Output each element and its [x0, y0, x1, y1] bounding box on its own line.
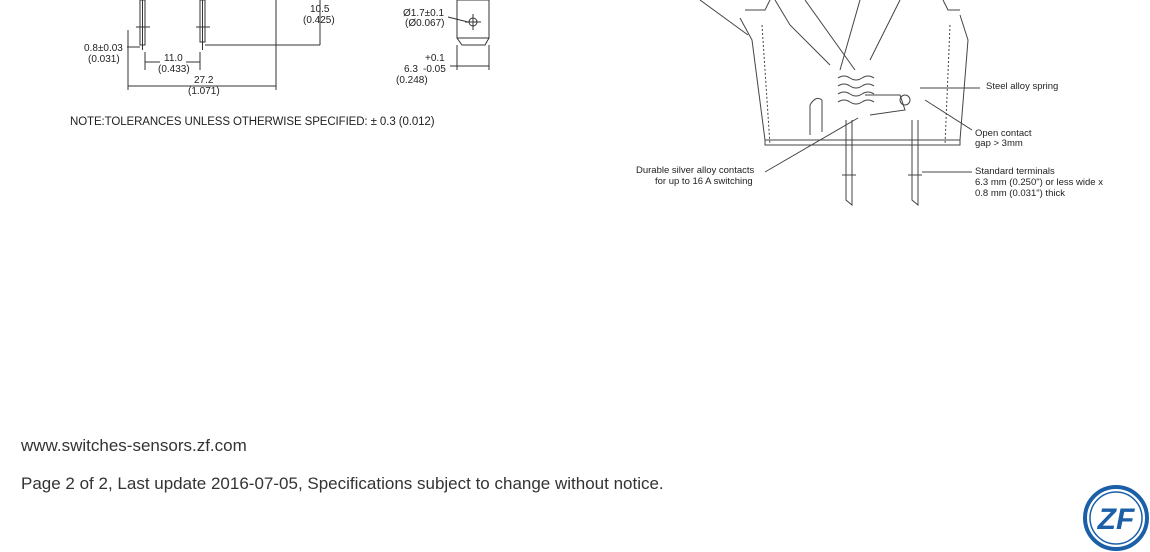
dim-dia-in: (Ø0.067) — [405, 18, 445, 29]
dim-11-0-in: (0.433) — [158, 64, 190, 75]
dim-10-5-in: (0.425) — [303, 15, 335, 26]
logo-text: ZF — [1097, 503, 1135, 536]
zf-logo — [1082, 484, 1150, 552]
dim-27-2: 27.2 — [194, 75, 214, 86]
dim-tol-plus: +0.1 — [425, 53, 445, 64]
dim-6-3: 6.3 — [404, 64, 418, 75]
website-link[interactable]: www.switches-sensors.zf.com — [21, 436, 247, 455]
dim-11-0: 11.0 — [164, 53, 183, 64]
dim-27-2-in: (1.071) — [188, 86, 220, 97]
tolerance-note: NOTE:TOLERANCES UNLESS OTHERWISE SPECIFIED: ± 0.3 (0.012) — [70, 116, 435, 128]
callout-open-contact-gap: gap > 3mm — [975, 138, 1023, 149]
dim-6-3-in: (0.248) — [396, 75, 428, 86]
dim-dia: Ø1.7±0.1 — [403, 8, 445, 19]
callout-terminals-thickness: 0.8 mm (0.031") thick — [975, 188, 1065, 199]
dim-tol-minus: -0.05 — [423, 64, 446, 75]
callout-spring: Steel alloy spring — [986, 81, 1059, 92]
dim-0-8: 0.8±0.03 — [84, 43, 123, 54]
dim-10-5: 10.5 — [310, 4, 330, 15]
page-info: Page 2 of 2, Last update 2016-07-05, Specifications subject to change without notice. — [21, 474, 664, 493]
switch-cross-section — [0, 0, 1150, 220]
dim-0-8-in: (0.031) — [88, 54, 120, 65]
callout-terminals: Standard terminals — [975, 166, 1055, 177]
callout-terminals-width: 6.3 mm (0.250") or less wide x — [975, 177, 1103, 188]
callout-contacts: Durable silver alloy contacts — [636, 165, 755, 176]
callout-contacts-rating: for up to 16 A switching — [655, 176, 753, 187]
callout-open-contact: Open contact — [975, 128, 1032, 139]
